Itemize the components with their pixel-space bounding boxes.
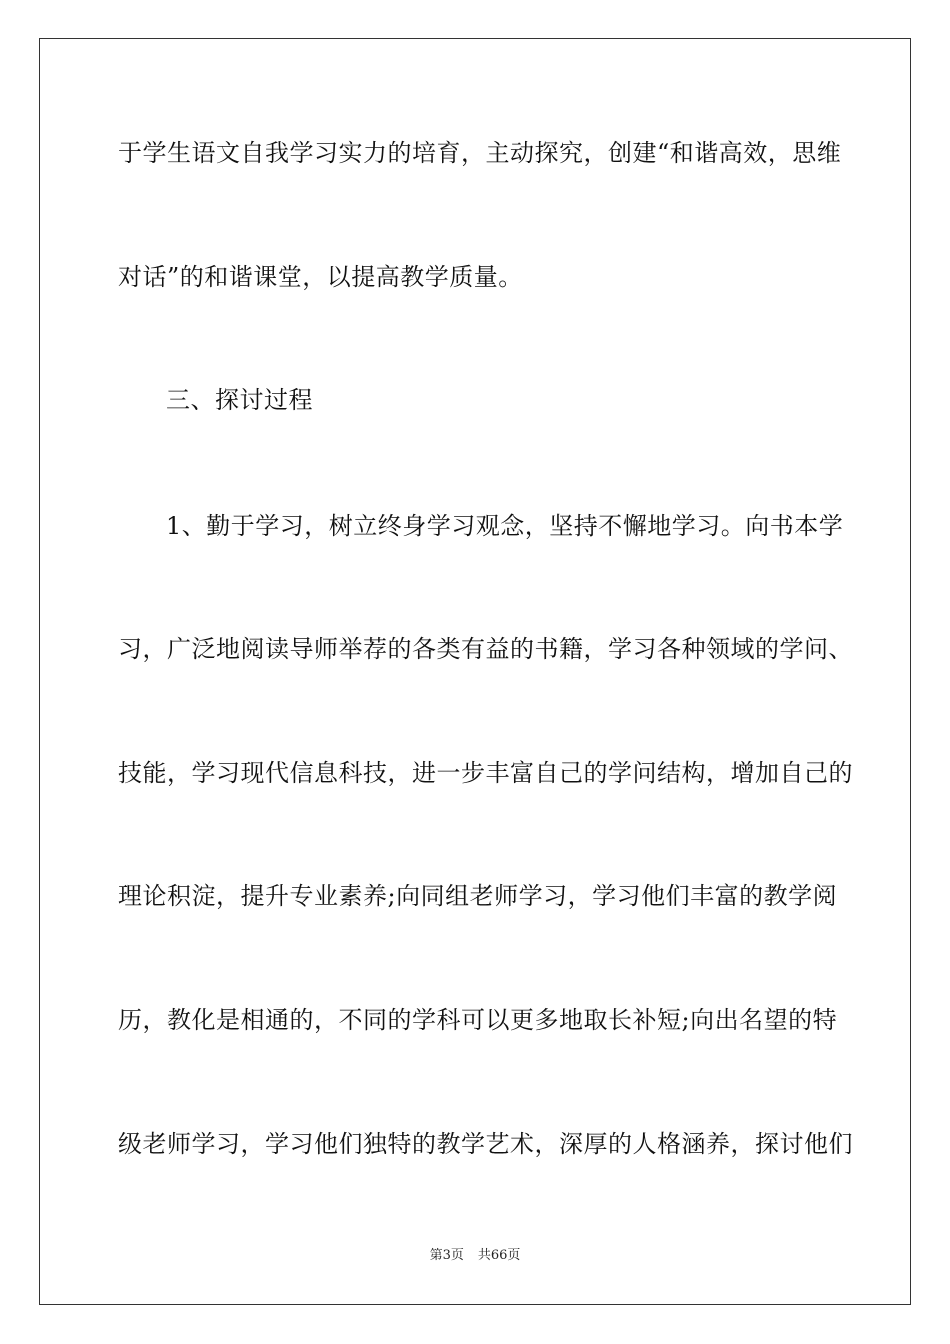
page-total: 共66页 [477,1248,521,1263]
item-line-4: 理论积淀，提升专业素养;向同组老师学习，学习他们丰富的教学阅 [118,882,838,910]
item-line-2: 习，广泛地阅读导师举荐的各类有益的书籍，学习各种领域的学问、 [118,635,853,663]
paragraph-line-1: 于学生语文自我学习实力的培育，主动探究，创建“和谐高效，思维 [118,139,842,167]
page-border [39,38,911,1305]
page-number: 第3页 [429,1248,464,1263]
item-line-3: 技能，学习现代信息科技，进一步丰富自己的学问结构，增加自己的 [118,759,853,787]
item-line-5: 历，教化是相通的，不同的学科可以更多地取长补短;向出名望的特 [118,1006,838,1034]
page-footer [0,1248,950,1264]
item-line-1: 1、勤于学习，树立终身学习观念，坚持不懈地学习。向书本学 [166,512,844,540]
item-line-6: 级老师学习，学习他们独特的教学艺术，深厚的人格涵养，探讨他们 [118,1130,853,1158]
paragraph-line-2: 对话”的和谐课堂，以提高教学质量。 [118,263,523,291]
section-heading: 三、探讨过程 [166,386,313,414]
